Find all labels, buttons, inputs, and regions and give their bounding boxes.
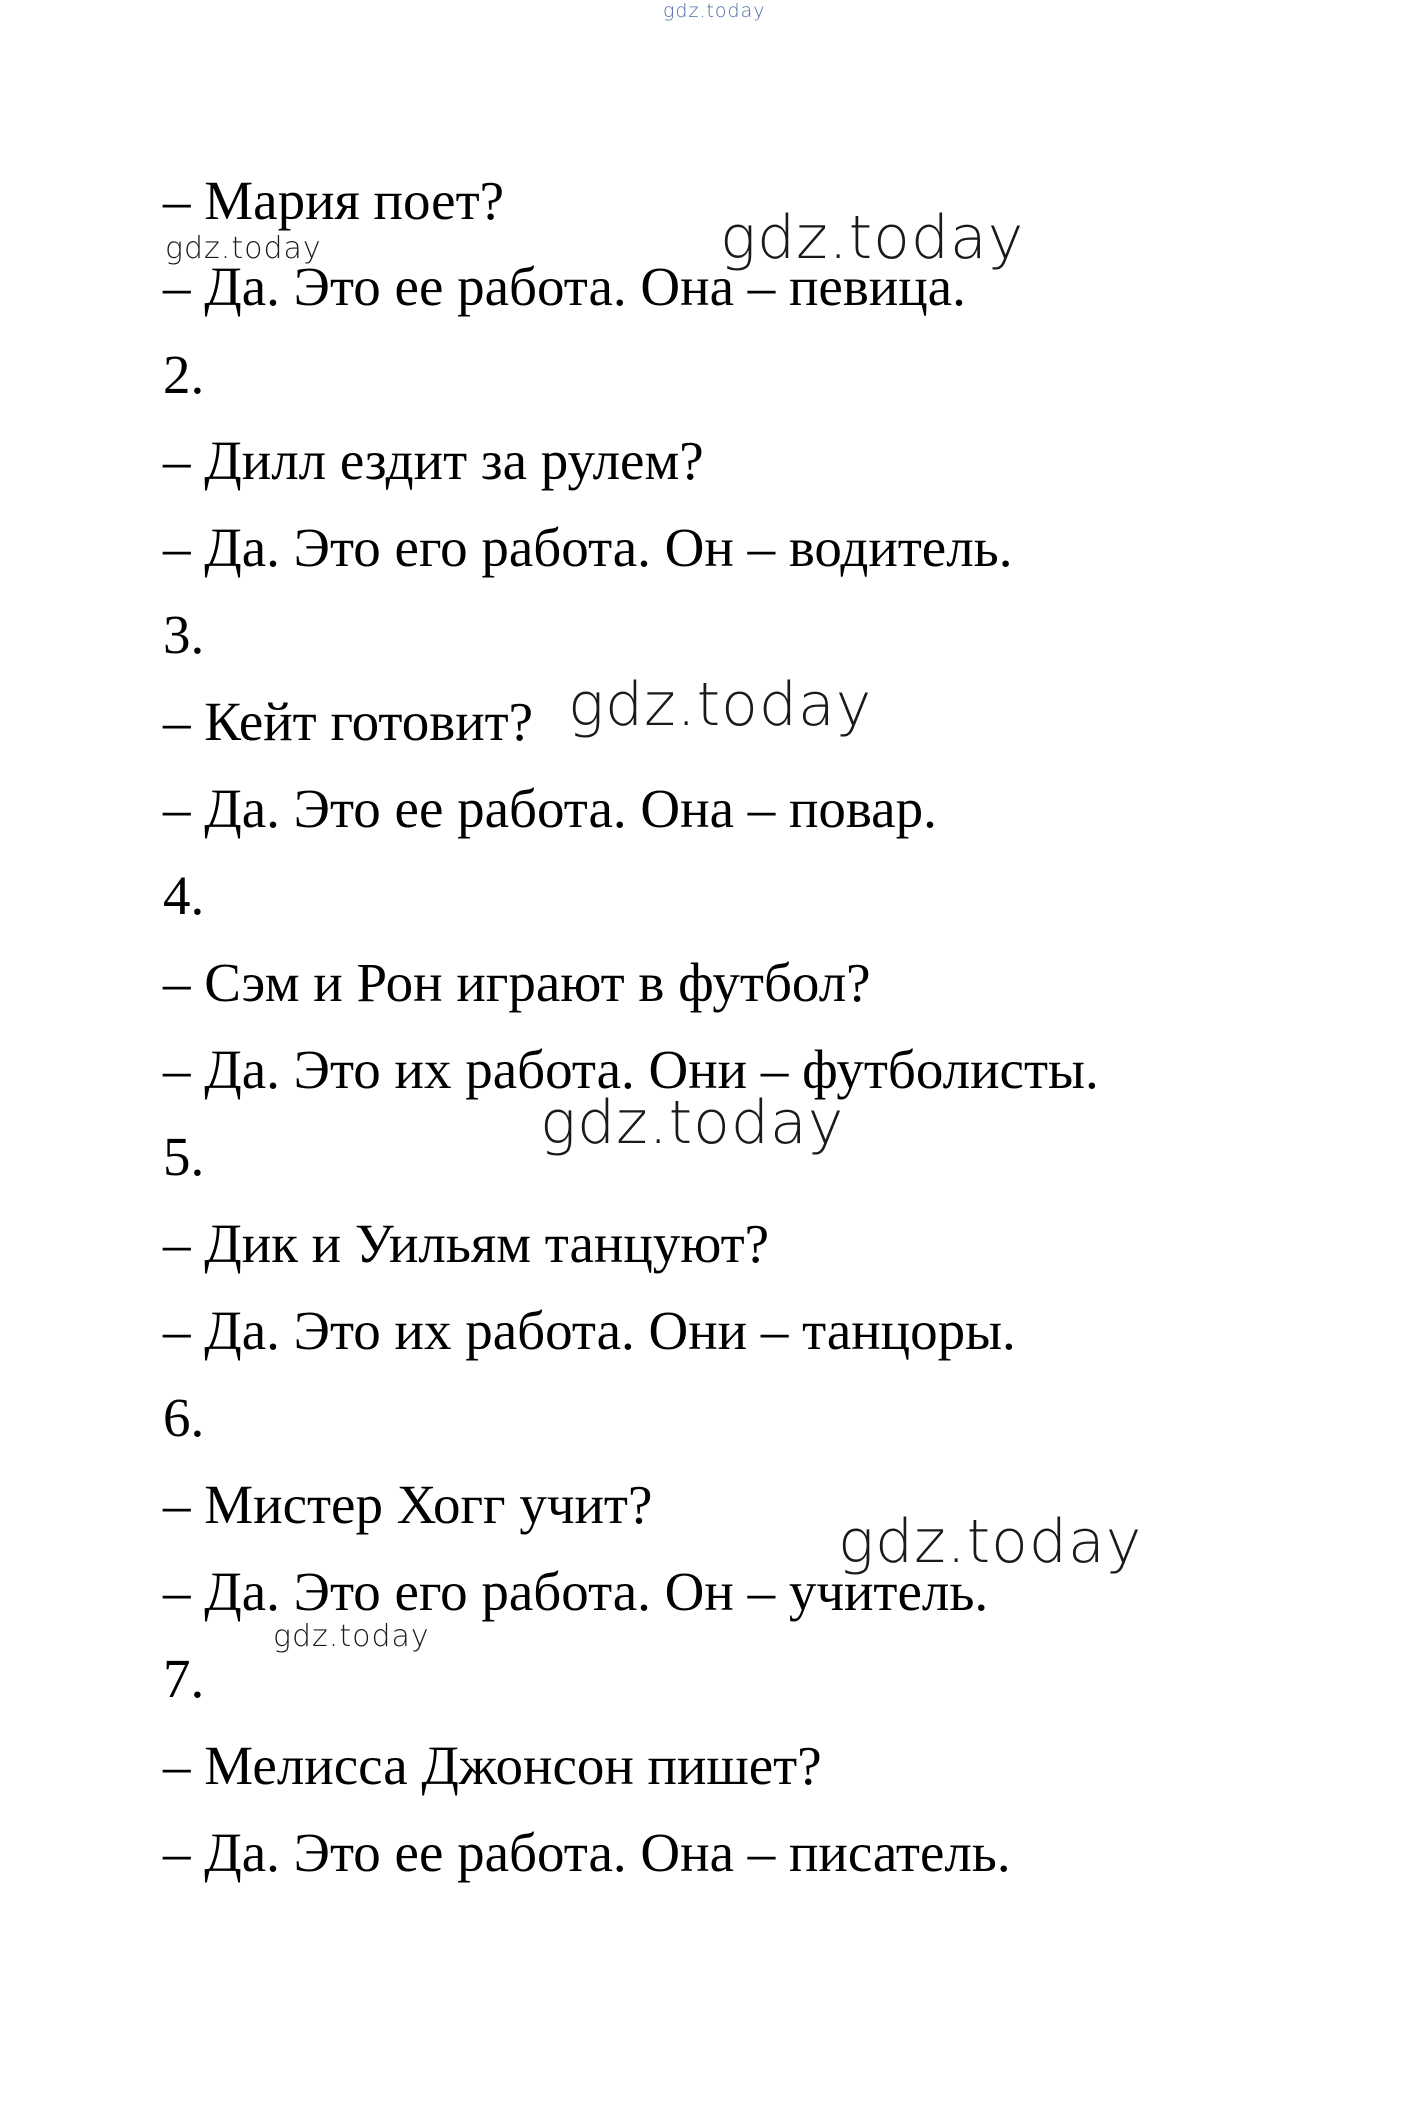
- dialogue-line: – Да. Это ее работа. Она – певица.: [163, 256, 966, 317]
- item-number: 2.: [163, 344, 205, 405]
- dialogue-line: – Мистер Хогг учит?: [163, 1474, 653, 1535]
- watermark: gdz.today: [273, 1619, 430, 1654]
- dialogue-line: – Кейт готовит?: [163, 691, 534, 752]
- item-number: 7.: [163, 1648, 205, 1709]
- watermark: gdz.today: [568, 670, 873, 740]
- item-number: 3.: [163, 604, 205, 665]
- dialogue-line: – Да. Это их работа. Они – футболисты.: [163, 1039, 1099, 1100]
- watermark: gdz.today: [165, 231, 322, 266]
- dialogue-line: – Да. Это их работа. Они – танцоры.: [163, 1300, 1016, 1361]
- dialogue-line: – Сэм и Рон играют в футбол?: [163, 952, 871, 1013]
- dialogue-line: – Мелисса Джонсон пишет?: [163, 1735, 822, 1796]
- watermark: gdz.today: [540, 1088, 845, 1158]
- watermark-top: gdz.today: [663, 0, 766, 22]
- dialogue-line: – Да. Это его работа. Он – учитель.: [163, 1561, 989, 1622]
- item-number: 4.: [163, 865, 205, 926]
- dialogue-line: – Да. Это ее работа. Она – повар.: [163, 778, 937, 839]
- dialogue-line: – Да. Это его работа. Он – водитель.: [163, 517, 1013, 578]
- item-number: 6.: [163, 1387, 205, 1448]
- item-number: 5.: [163, 1126, 205, 1187]
- dialogue-line: – Дик и Уильям танцуют?: [163, 1213, 770, 1274]
- dialogue-line: – Да. Это ее работа. Она – писатель.: [163, 1822, 1011, 1883]
- watermark: gdz.today: [838, 1507, 1143, 1577]
- dialogue-line: – Дилл ездит за рулем?: [163, 430, 704, 491]
- watermark: gdz.today: [720, 203, 1025, 273]
- dialogue-line: – Мария поет?: [163, 170, 505, 231]
